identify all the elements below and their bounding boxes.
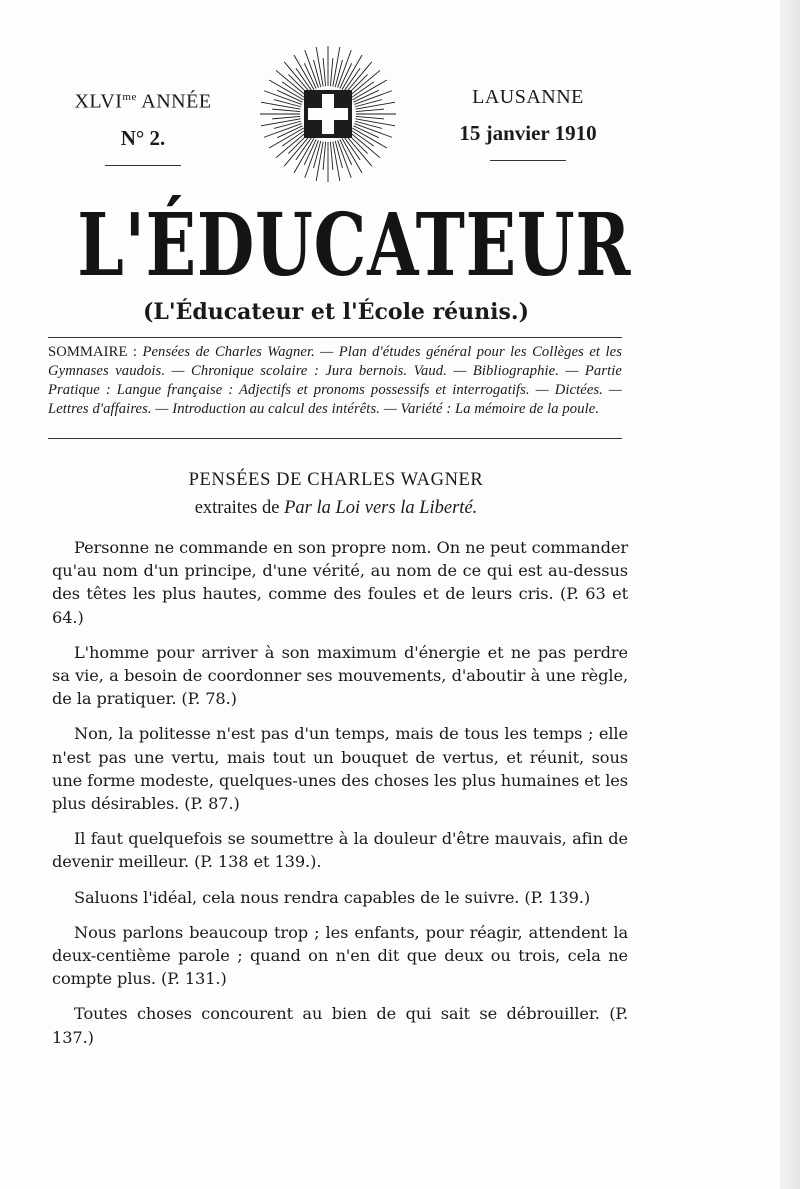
emblem-ray (316, 142, 323, 181)
year-roman: XLVI (74, 90, 123, 113)
sommaire-items: Pensées de Charles Wagner. — Plan d'études général pour les Collèges et les Gymnases vaudois. — Chronique scolaire : Jura bernois. Vaud. — Bibliographie. — Partie Pratique : Langue française : Adjectifs et pronoms possessifs et interrogatifs. — Dictées. — Lettres d'affaires. — Introduction au calcul des intérêts. — Variété : La mémoire de la poule. (48, 344, 623, 417)
page-edge-shadow (780, 0, 800, 1189)
emblem-ray (330, 142, 332, 170)
emblem-ray (352, 128, 387, 148)
emblem-ray (269, 80, 304, 100)
article-body (52, 536, 628, 1061)
paragraph: Il faut quelquefois se soumettre à la douleur d'être mauvais, afin de devenir meilleur. (P. 138 et 139.). (52, 829, 628, 872)
emblem-ray (261, 102, 300, 109)
emblem-ray (342, 138, 362, 173)
masthead-left (52, 84, 234, 166)
emblem-ray (356, 102, 395, 109)
year-word: ANNÉE (141, 90, 212, 113)
journal-title: L'ÉDUCATEUR (77, 195, 632, 296)
emblem-ray (356, 116, 384, 118)
emblem-ray (294, 55, 314, 90)
city: LAUSANNE (472, 86, 584, 108)
year-superscript: me (122, 91, 137, 103)
emblem-ray (352, 80, 387, 100)
sommaire (48, 343, 622, 419)
article-source-work: Par la Loi vers la Liberté. (284, 498, 478, 518)
sommaire-label: SOMMAIRE : (48, 344, 138, 360)
paragraph: Saluons l'idéal, cela nous rendra capables de le suivre. (P. 139.) (74, 887, 591, 907)
masthead-right (428, 84, 628, 161)
swiss-cross-emblem-icon (258, 44, 398, 184)
emblem-ray (316, 47, 323, 86)
emblem-ray (356, 119, 395, 126)
journal-subtitle: (L'Éducateur et l'École réunis.) (143, 299, 529, 325)
sommaire-top-rule (48, 337, 622, 338)
emblem-ray (323, 142, 325, 170)
paragraph: Personne ne commande en son propre nom. On ne peut commander qu'au nom d'un principe, d'une vérité, au nom de ce qui est au-dessus des têtes les plus hautes, comme des foules et de leurs cris. (P. 63 et 64.) (52, 538, 628, 627)
emblem-ray (330, 58, 332, 86)
paragraph: Toutes choses concourent au bien de qui sait se débrouiller. (P. 137.) (52, 1004, 628, 1047)
emblem-ray (261, 119, 300, 126)
year-line (52, 84, 234, 115)
emblem-ray (272, 109, 300, 111)
article-subtitle (0, 496, 672, 520)
left-divider (105, 165, 181, 166)
paragraph: L'homme pour arriver à son maximum d'énergie et ne pas perdre sa vie, a besoin de coordonner ses mouvements, d'aboutir à une règle, de la pratiquer. (P. 78.) (52, 642, 628, 709)
emblem-ray (294, 138, 314, 173)
article-title: PENSÉES DE CHARLES WAGNER (188, 470, 484, 490)
emblem-ray (342, 55, 362, 90)
emblem-ray (323, 58, 325, 86)
issue-number: N° 2. (120, 125, 166, 150)
emblem-ray (333, 47, 340, 86)
emblem-ray (269, 128, 304, 148)
article-subtitle-prefix: extraites de (194, 498, 280, 518)
paragraph: Nous parlons beaucoup trop ; les enfants, pour réagir, attendent la deux-centième parole ; quand on n'en dit que deux ou trois, cela ne compte plus. (P. 131.) (52, 922, 628, 989)
right-divider (490, 160, 566, 161)
paragraph: Non, la politesse n'est pas d'un temps, mais de tous les temps ; elle n'est pas une vertu, mais tout un bouquet de vertus, et réunit, sous une forme modeste, quelques-unes des choses les plus humaines et les plus désirables. (P. 87.) (52, 724, 628, 814)
emblem-ray (356, 109, 384, 111)
emblem-ray (333, 142, 340, 181)
issue-date: 15 janvier 1910 (459, 121, 597, 145)
sommaire-bottom-rule (48, 438, 622, 439)
emblem-ray (272, 116, 300, 118)
